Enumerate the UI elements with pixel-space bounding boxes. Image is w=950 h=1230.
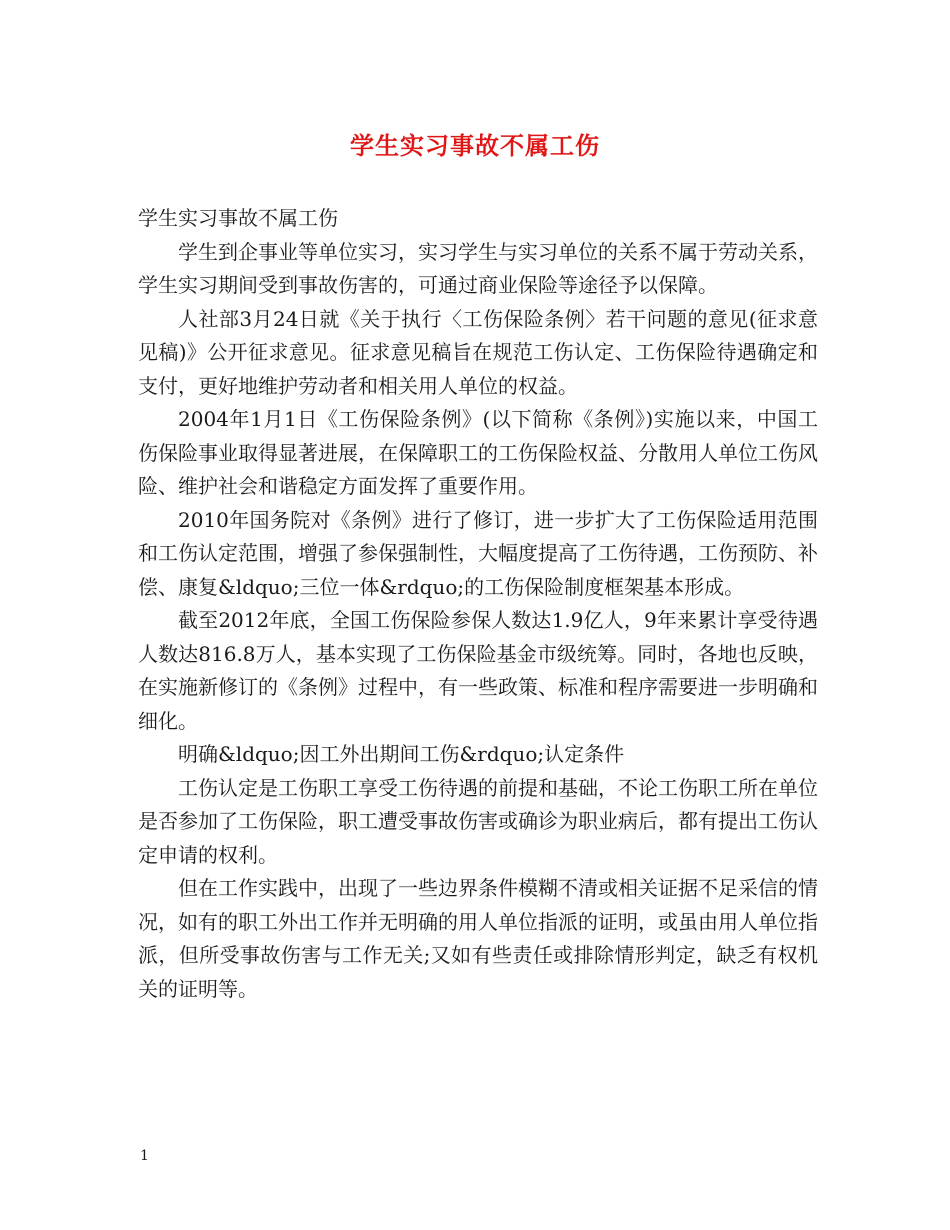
paragraph: 学生到企事业等单位实习，实习学生与实习单位的关系不属于劳动关系，学生实习期间受到事故伤害的，可通过商业保险等途径予以保障。 xyxy=(138,239,818,297)
document-title: 学生实习事故不属工伤 xyxy=(350,131,600,160)
document-body xyxy=(138,202,818,1006)
paragraph: 人社部3月24日就《关于执行〈工伤保险条例〉若干问题的意见(征求意见稿)》公开征求意见。征求意见稿旨在规范工伤认定、工伤保险待遇确定和支付，更好地维护劳动者和相关用人单位的权益。 xyxy=(138,306,818,398)
paragraph: 工伤认定是工伤职工享受工伤待遇的前提和基础，不论工伤职工所在单位是否参加了工伤保险，职工遭受事故伤害或确诊为职业病后，都有提出工伤认定申请的权利。 xyxy=(138,775,818,867)
paragraph: 但在工作实践中，出现了一些边界条件模糊不清或相关证据不足采信的情况，如有的职工外出工作并无明确的用人单位指派的证明，或虽由用人单位指派，但所受事故伤害与工作无关;又如有些责任或排除情形判定，缺乏有权机关的证明等。 xyxy=(138,876,818,1001)
paragraph: 2004年1月1日《工伤保险条例》(以下简称《条例》)实施以来，中国工伤保险事业取得显著进展，在保障职工的工伤保险权益、分散用人单位工伤风险、维护社会和谐稳定方面发挥了重要作用。 xyxy=(138,407,818,498)
paragraph: 2010年国务院对《条例》进行了修订，进一步扩大了工伤保险适用范围和工伤认定范围，增强了参保强制性，大幅度提高了工伤待遇，工伤预防、补偿、康复&ldquo;三位一体&rdquo;的工伤保险制度框架基本形成。 xyxy=(138,507,818,599)
section-heading: 明确&ldquo;因工外出期间工伤&rdquo;认定条件 xyxy=(178,742,625,766)
paragraph: 截至2012年底，全国工伤保险参保人数达1.9亿人，9年来累计享受待遇人数达816.8万人，基本实现了工伤保险基金市级统筹。同时，各地也反映，在实施新修订的《条例》过程中，有一些政策、标准和程序需要进一步明确和细化。 xyxy=(138,608,818,733)
body-heading: 学生实习事故不属工伤 xyxy=(138,206,338,230)
page-number: 1 xyxy=(140,1148,149,1164)
